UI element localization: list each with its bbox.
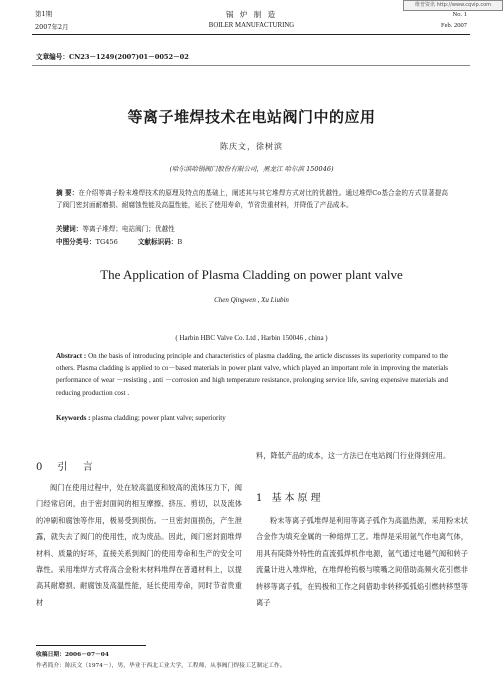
keywords-cn [56, 223, 448, 235]
section-1-text: 粉末等离子弧堆焊是利用等离子弧作为高温热源，采用粉末状合金作为填充金属的一种熔焊工艺。堆焊是采用氩气作电离气体，用具有陡降外特性的直流弧焊机作电源，氩气通过电磁气阀和转子流量计进入堆焊枪，在堆焊枪钨极与喷嘴之间借助高频火花引燃非转移等离子弧，在钨极和工作之间借助非转移弧弧焰引燃转移型等离子 [256, 516, 468, 608]
right-col-continued: 料，降低产品的成本，这一方法已在电站阀门行业得到应用。 [256, 451, 451, 460]
authors-en: Chen Qingwen , Xu Liubin [214, 296, 289, 304]
watermark-stamp: 维普资讯 http://www.cqvip.com [403, 0, 503, 11]
keywords-cn-label: 关键词： [56, 225, 83, 233]
title-en: The Application of Plasma Cladding on power plant valve [100, 267, 403, 282]
abstract-en-text: On the basis of introducing principle and characteristics of plasma cladding, the article discusses its superiority compared to the others. Plasma cladding is applied to co－based materials in power plant valve, which played an important role in improving the materials performance of wear －resisting , anti －corrosion and high temperature resistance, prolonging service life, saving expensive materials and reducing production cost . [56, 352, 449, 397]
section-1-heading: 1 基本原理 [256, 493, 324, 504]
keywords-en [56, 412, 448, 424]
section-0-text: 阀门在使用过程中，处在较高温度和较高的流体压力下，阀门经常启闭，由于密封面间的相互摩擦、挤压、剪切，以及流体的冲刷和腐蚀等作用，极易受到损伤。一旦密封面损伤，产生泄露，就失去了阀门的使用性，成为废品。因此，阀门密封面堆焊材料、质量的好坏，直接关系到阀门的使用寿命和生产的安全可靠性。采用堆焊方式将高合金粉末材料堆焊在普通材料上，以提高其耐磨损、耐腐蚀及高温性能，延长使用寿命，同时节省贵重材 [36, 483, 242, 607]
header-date-en: Feb. 2007 [441, 22, 467, 29]
classification [56, 236, 448, 248]
header-rule [32, 34, 470, 35]
title-cn: 等离子堆焊技术在电站阀门中的应用 [127, 108, 376, 126]
abstract-en-label: Abstract : [56, 352, 87, 360]
keywords-en-label: Keywords : [56, 414, 91, 422]
keywords-cn-text: 等离子堆焊；电站阀门；优越性 [82, 225, 175, 233]
header-no: No. 1 [452, 11, 467, 18]
footnote-received: 收稿日期：2006－07－04 [36, 652, 109, 658]
footnote-rule [36, 645, 146, 646]
article-id-rule [32, 65, 470, 66]
abstract-cn-label: 摘 要： [56, 189, 79, 197]
classification-label: 中图分类号： [56, 238, 96, 246]
affiliation-en: ( Harbin HBC Valve Co. Ltd , Harbin 150046 , china ) [175, 334, 328, 342]
header-journal-cn: 锅 炉 制 造 [225, 10, 278, 19]
abstract-cn-text: 在介绍等离子粉末堆焊技术的原理及特点的基础上，阐述其与其它堆焊方式对比的优越性。通过堆焊Co基合金的方式显著提高了阀门密封面耐磨损、耐腐蚀性能及高温性能，延长了使用寿命，节省贵重材料，并降低了产品成本。 [56, 189, 449, 209]
article-id: 文章编号：CN23－1249(2007)01－0052－02 [36, 53, 189, 61]
abstract-en [56, 350, 448, 399]
header-journal-en: BOILER MANUFACTURING [208, 22, 295, 29]
header-date-cn: 2007年2月 [35, 23, 69, 31]
doc-code-label: 文献标识码： [137, 238, 178, 246]
authors-cn: 陈庆文，徐树滨 [220, 142, 283, 151]
classification-value: TG456 [95, 238, 118, 246]
abstract-cn [56, 187, 448, 211]
footnote-author: 作者简介：陈庆文（1974－），男，毕业于西北工业大学，工程师，从事阀门焊接工艺制定工作。 [36, 663, 286, 669]
header-issue-cn: 第1期 [35, 10, 53, 18]
affiliation-cn: (哈尔滨哈锅阀门股份有限公司，黑龙江 哈尔滨 150046) [169, 165, 334, 173]
section-0-heading: 0 引 言 [36, 462, 99, 473]
keywords-en-text: plasma cladding; power plant valve; superiority [92, 414, 226, 422]
doc-code-value: B [177, 238, 183, 246]
